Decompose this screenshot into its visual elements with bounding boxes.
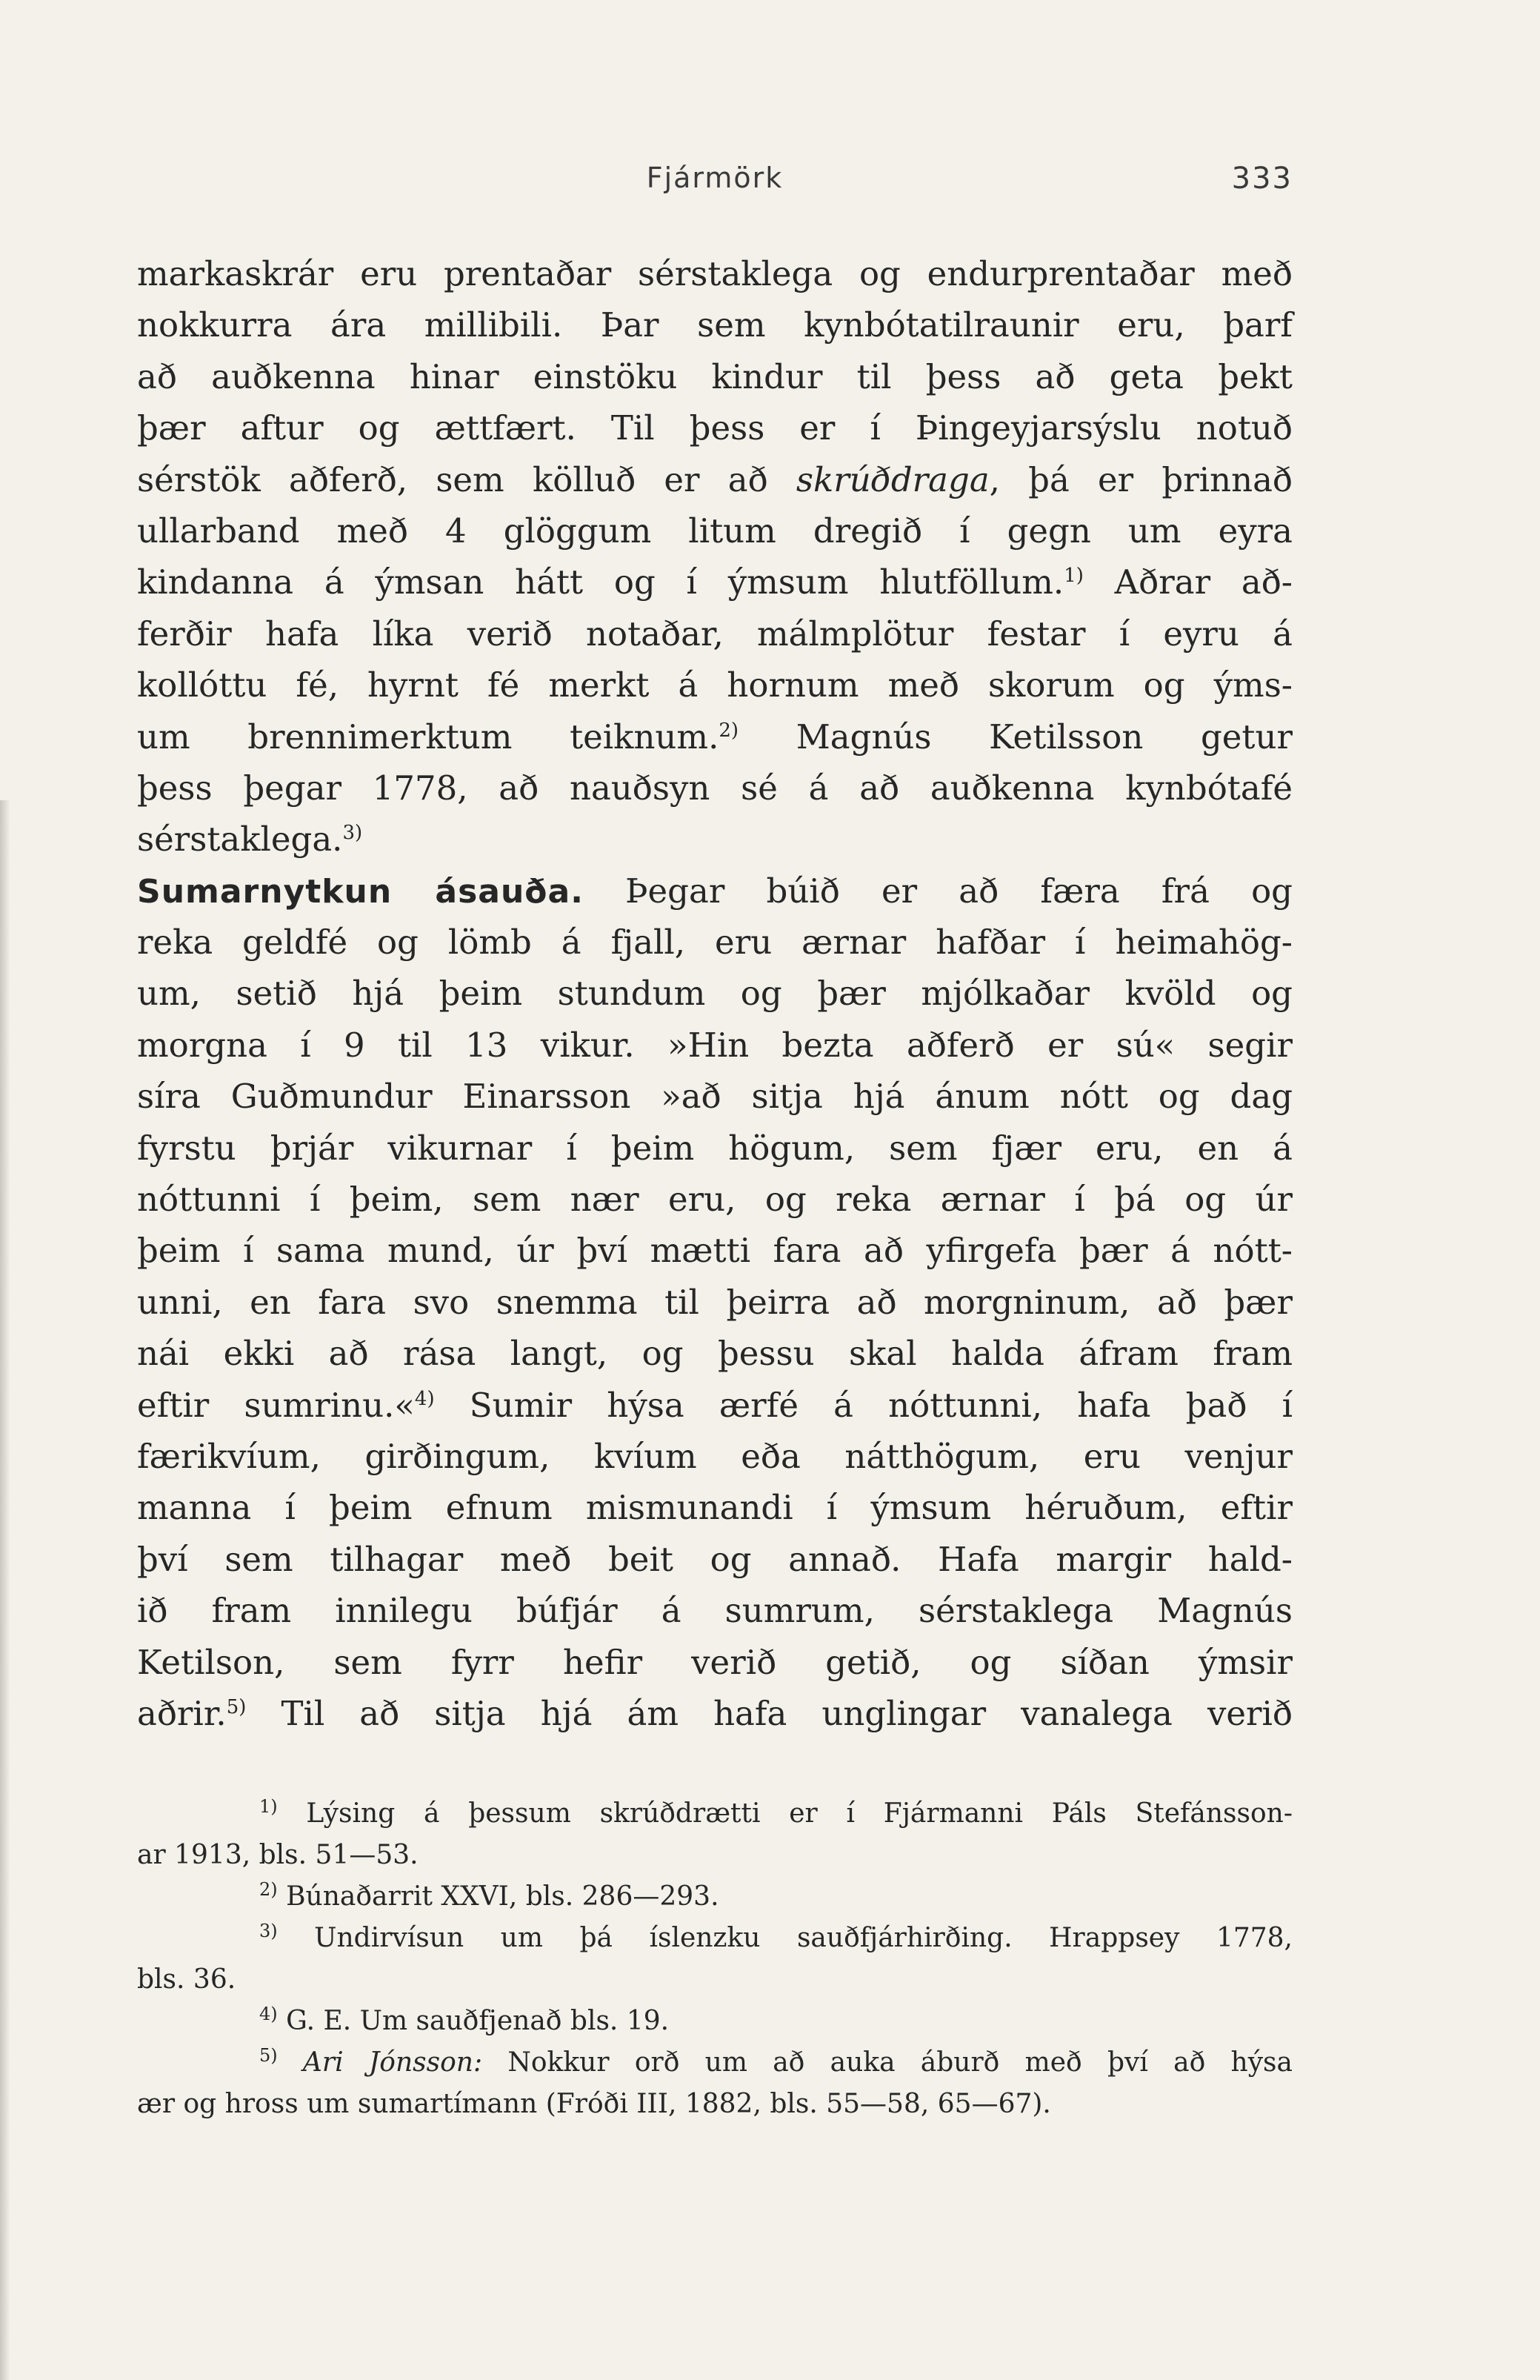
footnotes [137,1793,1293,2125]
footnote-line: $^{3)}$ Undirvísun um þá íslenzku sauðfjárhirðing. Hrappsey 1778, [259,1921,1293,1953]
text-line: nokkurra ára millibili. Þar sem kynbótatilraunir eru, þarf [137,305,1293,345]
text-line: Sumarnytkun ásauða. Þegar búið er að færa frá og [137,871,1293,911]
footnote-1 [137,1793,1293,1876]
running-title: Fjármörk [646,162,784,194]
text-line: manna í þeim efnum mismunandi í ýmsum héruðum, eftir [137,1488,1293,1528]
text-line: nái ekki að rása langt, og þessu skal halda áfram fram [137,1334,1293,1374]
footnote-ref: 3) [342,822,363,845]
footnote-mark: 2) [259,1879,278,1900]
footnote-line: $^{4)}$ G. E. Um sauðfjenað bls. 19. [259,2004,670,2036]
section-heading: Sumarnytkun ásauða. [137,872,584,911]
text-line: ferðir hafa líka verið notaðar, málmplötur festar í eyru á [137,614,1293,654]
text-line: fyrstu þrjár vikurnar í þeim högum, sem fjær eru, en á [137,1128,1293,1168]
text-line: morgna í 9 til 13 vikur. »Hin bezta aðferð er sú« segir [137,1025,1293,1065]
text-line: ullarband með 4 glöggum litum dregið í gegn um eyra [137,511,1293,551]
footnote-line: $^{5)}$ Ari Jónsson: Nokkur orð um að auka áburð með því að hýsa [259,2045,1293,2078]
footnote-line: $^{1)}$ Lýsing á þessum skrúðdrætti er í Fjármanni Páls Stefánsson- [259,1796,1293,1829]
text-line: því sem tilhagar með beit og annað. Hafa margir hald- [137,1539,1293,1579]
text-line: færikvíum, girðingum, kvíum eða nátthögum, eru venjur [137,1436,1293,1476]
footnote-line: ær og hross um sumartímann (Fróði III, 1882, bls. 55—58, 65—67). [137,2089,1051,2119]
footnote-mark: 3) [259,1921,278,1941]
text-line: um, setið hjá þeim stundum og þær mjólkaðar kvöld og [137,974,1293,1014]
text-line: þær aftur og ættfært. Til þess er í Þingeyjarsýslu notuð [137,408,1293,448]
text-line: kindanna á ýmsan hátt og í ýmsum hlutföllum.$^{1)}$ Aðrar að- [137,562,1293,602]
footnote-ref: 5) [226,1695,247,1718]
footnote-2 [137,1876,1293,1918]
text-line: um brennimerktum teiknum.$^{2)}$ Magnús Ketilsson getur [137,717,1293,757]
footnote-mark: 4) [259,2004,278,2024]
footnote-ref: 1) [1064,565,1084,588]
page-number: 333 [1231,162,1293,196]
text-line: markaskrár eru prentaðar sérstaklega og endurprentaðar með [137,254,1293,293]
footnote-ref: 4) [414,1387,435,1410]
text-line: þess þegar 1778, að nauðsyn sé á að auðkenna kynbótafé [137,768,1293,808]
footnote-3 [137,1918,1293,2001]
text-line: reka geldfé og lömb á fjall, eru ærnar hafðar í heimahög- [137,923,1293,963]
page-header [137,162,1293,206]
text-line: þeim í sama mund, úr því mætti fara að yfirgefa þær á nótt- [137,1231,1293,1271]
text-line: Ketilson, sem fyrr hefir verið getið, og síðan ýmsir [137,1642,1293,1682]
text-line: ið fram innilegu búfjár á sumrum, sérstaklega Magnús [137,1591,1293,1631]
footnote-author: Ari Jónsson: [302,2047,483,2078]
text-line: að auðkenna hinar einstöku kindur til þess að geta þekt [137,356,1293,396]
text-line: eftir sumrinu.«$^{4)}$ Sumir hýsa ærfé á nóttunni, hafa það í [137,1385,1293,1425]
footnote-mark: 5) [259,2045,278,2066]
footnote-line: ar 1913, bls. 51—53. [137,1840,419,1870]
text-line: sérstök aðferð, sem kölluð er að skrúðdraga, þá er þrinnað [137,459,1293,499]
text-line: unni, en fara svo snemma til þeirra að morgninum, að þær [137,1282,1293,1322]
footnote-mark: 1) [259,1796,278,1817]
footnote-line: $^{2)}$ Búnaðarrit XXVI, bls. 286—293. [259,1879,719,1912]
body-text [137,248,1293,1739]
page-binding-shadow [0,800,10,2380]
footnote-5 [137,2042,1293,2125]
footnote-4 [137,2001,1293,2042]
text-line: síra Guðmundur Einarsson »að sitja hjá ánum nótt og dag [137,1077,1293,1117]
italic-term: skrúðdraga [796,459,990,499]
footnote-line: bls. 36. [137,1964,236,1995]
footnote-ref: 2) [719,719,739,742]
text-line: kollóttu fé, hyrnt fé merkt á hornum með skorum og ýms- [137,665,1293,705]
text-line: sérstaklega.$^{3)}$ [137,820,363,860]
text-line: nóttunni í þeim, sem nær eru, og reka ærnar í þá og úr [137,1180,1293,1220]
text-line: aðrir.$^{5)}$ Til að sitja hjá ám hafa unglingar vanalega verið [137,1693,1293,1733]
